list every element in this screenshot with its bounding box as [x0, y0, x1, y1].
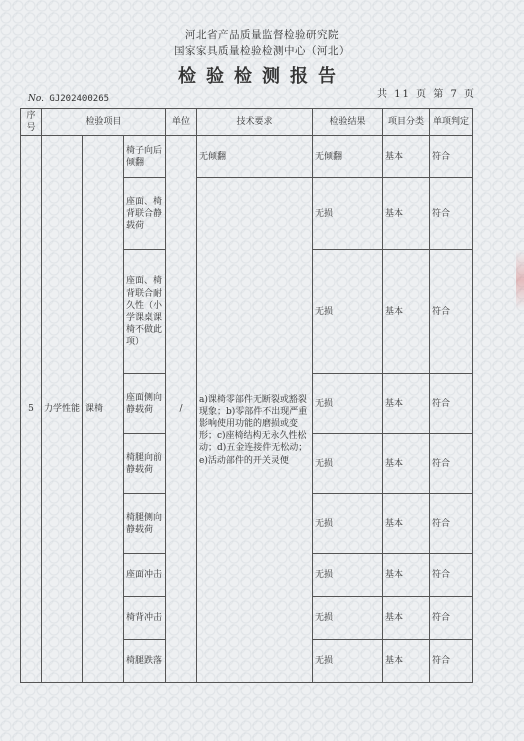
- test-item-cell: 椅腿侧向静载荷: [124, 494, 166, 554]
- class-cell: 基本: [383, 434, 430, 494]
- report-number-label: No.: [28, 94, 44, 104]
- report-number: [28, 94, 109, 104]
- result-cell: 无损: [313, 250, 383, 374]
- result-cell: 无损: [313, 554, 383, 597]
- subcategory-cell: 课椅: [83, 136, 124, 683]
- result-cell: 无损: [313, 434, 383, 494]
- testing-center-name: 国家家具质量检验检测中心（河北）: [174, 45, 350, 57]
- header-item: 检验项目: [42, 109, 166, 136]
- class-cell: 基本: [383, 554, 430, 597]
- test-item-cell: 座面冲击: [124, 554, 166, 597]
- result-cell: 无损: [313, 178, 383, 250]
- report-number-value: GJ202400265: [49, 94, 110, 104]
- result-cell: 无倾翻: [313, 136, 383, 178]
- judge-cell: 符合: [430, 554, 473, 597]
- class-cell: 基本: [383, 178, 430, 250]
- judge-cell: 符合: [430, 178, 473, 250]
- header-unit: 单位: [166, 109, 197, 136]
- header-seq: 序号: [21, 109, 42, 136]
- judge-cell: 符合: [430, 250, 473, 374]
- test-item-cell: 椅背冲击: [124, 597, 166, 640]
- seq-cell: 5: [21, 136, 42, 683]
- class-cell: 基本: [383, 494, 430, 554]
- header-judge: 单项判定: [430, 109, 473, 136]
- class-cell: 基本: [383, 640, 430, 683]
- test-item-cell: 椅子向后倾翻: [124, 136, 166, 178]
- seal-edge-mark: [516, 250, 524, 310]
- test-item-cell: 座面侧向静载荷: [124, 374, 166, 434]
- header-result: 检验结果: [313, 109, 383, 136]
- requirement-cell: 无倾翻: [197, 136, 313, 178]
- test-item-cell: 椅腿向前静载荷: [124, 434, 166, 494]
- inspection-table: [20, 108, 473, 683]
- unit-cell: /: [166, 136, 197, 683]
- institute-name: 河北省产品质量监督检验研究院: [185, 29, 339, 41]
- judge-cell: 符合: [430, 136, 473, 178]
- result-cell: 无损: [313, 374, 383, 434]
- class-cell: 基本: [383, 374, 430, 434]
- class-cell: 基本: [383, 136, 430, 178]
- shared-requirement-cell: a)课椅零部件无断裂或豁裂现象；b)零部件不出现严重影响使用功能的磨损或变形；c)座椅结构无永久性松动；d)五金连接件无松动；e)活动部件的开关灵便: [197, 178, 313, 683]
- judge-cell: 符合: [430, 597, 473, 640]
- class-cell: 基本: [383, 250, 430, 374]
- result-cell: 无损: [313, 494, 383, 554]
- result-cell: 无损: [313, 597, 383, 640]
- table-header-row: [21, 109, 473, 136]
- class-cell: 基本: [383, 597, 430, 640]
- judge-cell: 符合: [430, 494, 473, 554]
- judge-cell: 符合: [430, 374, 473, 434]
- test-item-cell: 座面、椅背联合静载荷: [124, 178, 166, 250]
- header-requirement: 技术要求: [197, 109, 313, 136]
- test-item-cell: 椅腿跌落: [124, 640, 166, 683]
- category-cell: 力学性能: [42, 136, 83, 683]
- test-item-cell: 座面、椅背联合耐久性（小学课桌课椅不做此项）: [124, 250, 166, 374]
- page-info: 共 11 页 第 7 页: [377, 89, 476, 100]
- judge-cell: 符合: [430, 434, 473, 494]
- table-row: [21, 136, 473, 178]
- report-title: 检验检测报告: [178, 66, 346, 87]
- header-class: 项目分类: [383, 109, 430, 136]
- result-cell: 无损: [313, 640, 383, 683]
- judge-cell: 符合: [430, 640, 473, 683]
